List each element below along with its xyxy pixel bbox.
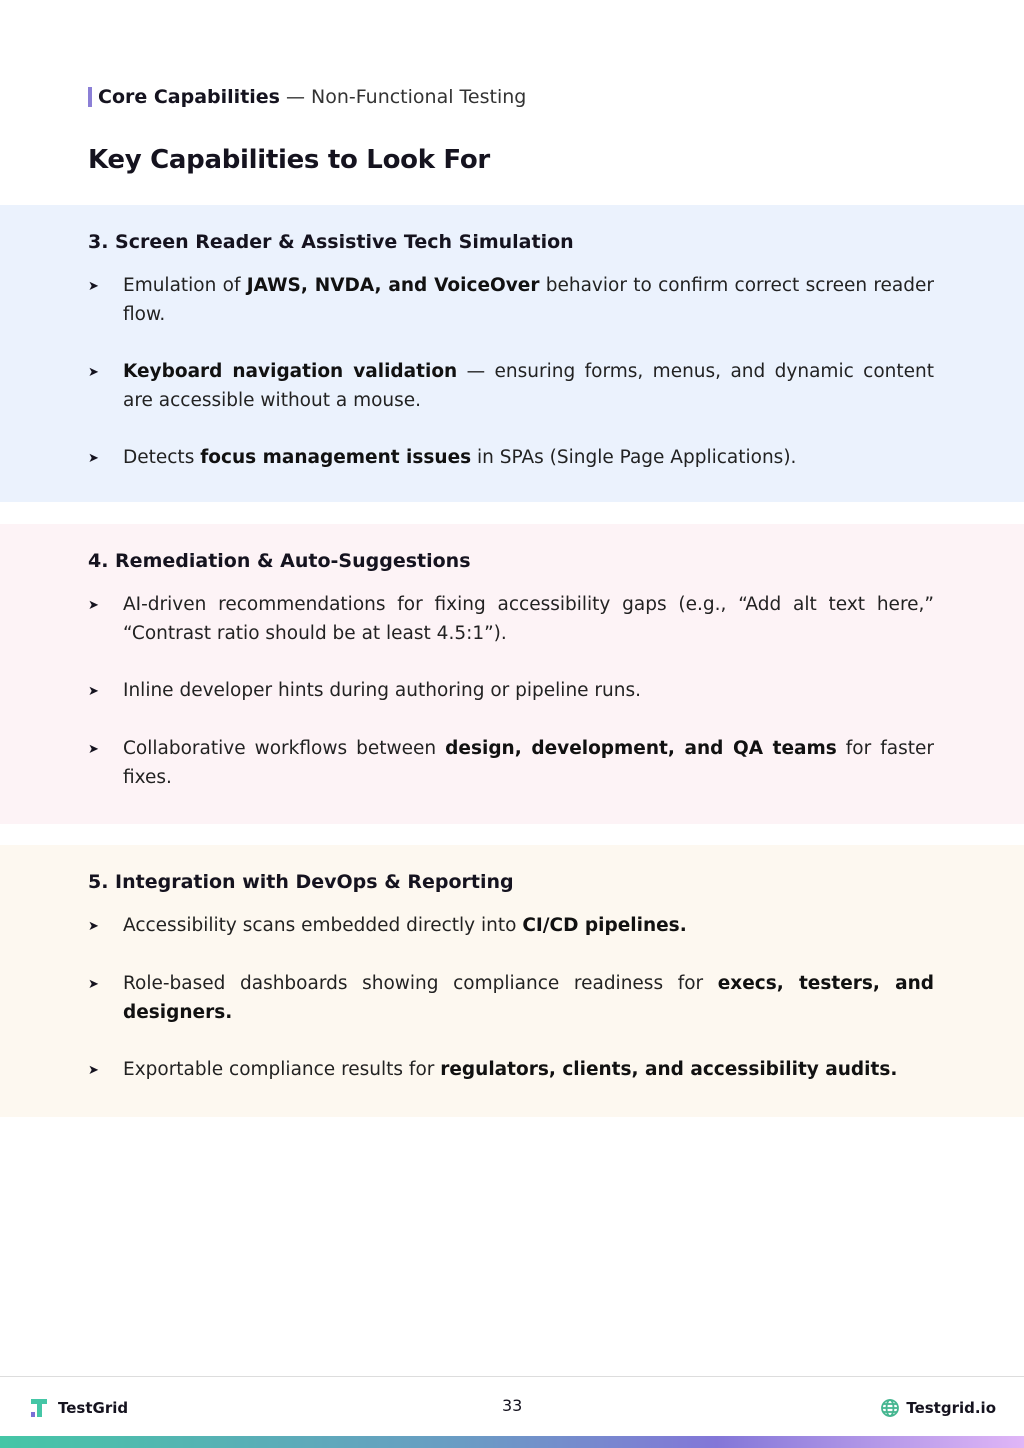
bold-segment: regulators, clients, and accessibility audits. [440,1059,898,1080]
bold-segment: CI/CD pipelines. [522,915,687,936]
item-text [123,676,934,706]
arrow-bullet-icon: ➤ [88,598,99,613]
list-item [88,271,934,329]
globe-icon [880,1398,900,1418]
arrow-bullet-icon: ➤ [88,977,99,992]
bold-segment: focus management issues [200,447,472,468]
text-segment: Collaborative workflows between [123,738,446,759]
text-segment: AI-driven recommendations for fixing accessibility gaps (e.g., “Add alt text here,” “Contrast ratio should be at least 4.5:1”). [123,594,934,644]
list-item [88,1055,934,1085]
list-item [88,590,934,648]
section-heading: 5. Integration with DevOps & Reporting [88,871,514,893]
text-segment: in SPAs (Single Page Applications). [471,447,797,468]
item-text [123,911,934,941]
testgrid-logo-icon [30,1398,50,1418]
page-number: 33 [502,1396,523,1415]
arrow-bullet-icon: ➤ [88,919,99,934]
bold-segment: Keyboard navigation validation [123,361,458,382]
arrow-bullet-icon: ➤ [88,684,99,699]
arrow-bullet-icon: ➤ [88,365,99,380]
section-heading: 4. Remediation & Auto-Suggestions [88,550,471,572]
list-item [88,969,934,1027]
footer-divider [0,1376,1024,1377]
text-segment: for faster fixes. [123,738,934,788]
capability-section [0,845,1024,1117]
footer-site[interactable] [880,1398,996,1418]
text-segment: — ensuring forms, menus, and dynamic content are accessible without a mouse. [123,361,934,411]
item-text [123,969,934,1027]
bold-segment: JAWS, NVDA, and VoiceOver [246,275,540,296]
item-text [123,734,934,792]
capability-section [0,524,1024,824]
list-item [88,734,934,792]
arrow-bullet-icon: ➤ [88,1063,99,1078]
text-segment: Role-based dashboards showing compliance readiness for [123,973,718,994]
list-item [88,357,934,415]
item-text [123,357,934,415]
section-label: Core Capabilities [98,86,280,108]
footer-logo [30,1398,128,1418]
item-text [123,590,934,648]
list-item [88,911,934,941]
text-segment: behavior to confirm correct screen reader flow. [123,275,934,325]
capability-section [0,205,1024,502]
item-text [123,271,934,329]
page-title: Key Capabilities to Look For [88,145,490,175]
bold-segment: design, development, and QA teams [445,738,837,759]
section-heading: 3. Screen Reader & Assistive Tech Simulation [88,231,574,253]
text-segment: Detects [123,447,201,468]
eyebrow [88,86,526,108]
item-text [123,443,934,473]
arrow-bullet-icon: ➤ [88,451,99,466]
bold-segment: execs, testers, and designers. [123,973,934,1023]
footer-gradient-bar [0,1436,1024,1448]
arrow-bullet-icon: ➤ [88,279,99,294]
text-segment: Exportable compliance results for [123,1059,441,1080]
accent-bar [88,87,92,107]
text-segment: Accessibility scans embedded directly into [123,915,523,936]
brand-name: TestGrid [58,1399,129,1417]
list-item [88,676,934,706]
text-segment: Emulation of [123,275,247,296]
arrow-bullet-icon: ➤ [88,742,99,757]
subsection-label: — Non-Functional Testing [285,86,527,108]
site-link[interactable]: Testgrid.io [906,1399,996,1417]
item-text [123,1055,934,1085]
text-segment: Inline developer hints during authoring or pipeline runs. [123,680,642,701]
list-item [88,443,934,473]
